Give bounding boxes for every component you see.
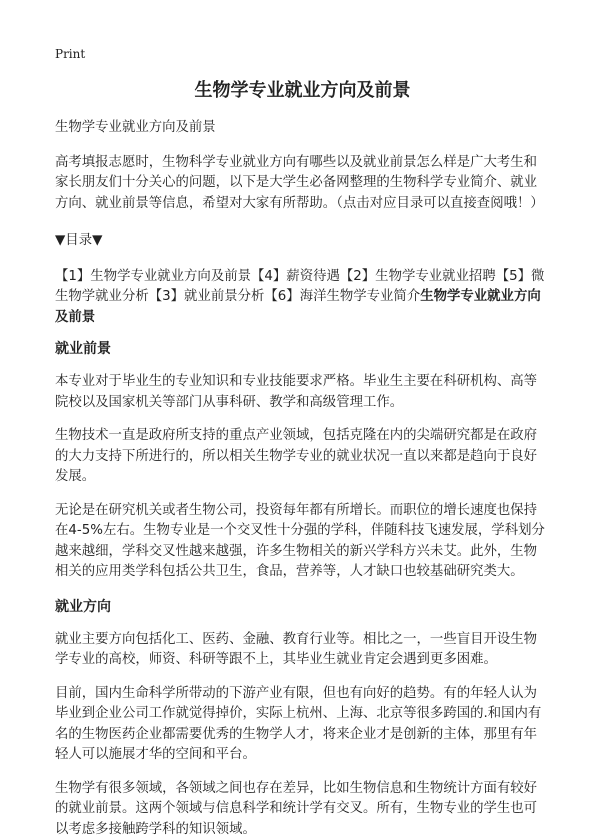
directions-paragraph-3: 生物学有很多领域，各领域之间也存在差异，比如生物信息和生物统计方面有较好的就业前景。这两个领域与信息科学和统计学有交叉。所有，生物专业的学生也可以考虑多接触跨学科的知识领域。 — [55, 779, 550, 840]
article — [55, 76, 550, 840]
section-heading-directions: 就业方向 — [55, 597, 550, 617]
toc-section-title: 生物学专业就业方向及前景 — [55, 289, 541, 325]
toc-item-1[interactable]: 【1】生物学专业就业方向及前景 — [55, 269, 251, 284]
print-link[interactable]: Print — [55, 47, 85, 61]
prospects-paragraph-2: 生物技术一直是政府所支持的重点产业领域，包括克隆在内的尖端研究都是在政府的大力支持下所进行的，所以相关生物学专业的就业状况一直以来都是趋向于良好发展。 — [55, 426, 550, 488]
section-heading-prospects: 就业前景 — [55, 339, 550, 359]
directions-paragraph-2: 目前，国内生命科学所带动的下游产业有限，但也有向好的趋势。有的年轻人认为毕业到企业公司工作就觉得掉价，实际上杭州、上海、北京等很多跨国的.和国内有名的生物医药企业都需要优秀的生物学人才，将来企业才是创新的主体，那里有年轻人可以施展才华的空间和平台。 — [55, 684, 550, 766]
toc-item-3[interactable]: 【3】就业前景分析 — [149, 289, 265, 304]
article-subtitle: 生物学专业就业方向及前景 — [55, 118, 550, 139]
toc-item-4[interactable]: 【4】薪资待遇 — [251, 269, 340, 284]
toc-item-6[interactable]: 【6】海洋生物学专业简介 — [264, 289, 420, 304]
prospects-paragraph-1: 本专业对于毕业生的专业知识和专业技能要求严格。毕业生主要在科研机构、高等院校以及国家机关等部门从事科研、教学和高级管理工作。 — [55, 372, 550, 413]
table-of-contents — [55, 267, 550, 329]
intro-paragraph: 高考填报志愿时，生物科学专业就业方向有哪些以及就业前景怎么样是广大考生和家长朋友们十分关心的问题，以下是大学生必备网整理的生物科学专业简介、就业方向、就业前景等信息，希望对大家有所帮助。（点击对应目录可以直接查阅哦！） — [55, 153, 550, 215]
directions-paragraph-1: 就业主要方向包括化工、医药、金融、教育行业等。相比之一，一些盲目开设生物学专业的高校，师资、科研等跟不上，其毕业生就业肯定会遇到更多困难。 — [55, 630, 550, 671]
prospects-paragraph-3: 无论是在研究机关或者生物公司，投资每年都有所增长。而职位的增长速度也保持在4-5%左右。生物专业是一个交叉性十分强的学科，伴随科技飞速发展，学科划分越来越细，学科交叉性越来越强，许多生物相关的新兴学科方兴未艾。此外，生物相关的应用类学科包括公共卫生，食品，营养等，人才缺口也较基础研究类大。 — [55, 501, 550, 583]
page-title: 生物学专业就业方向及前景 — [55, 76, 550, 106]
toc-item-5[interactable]: 【5】微生物学就业分析 — [55, 269, 544, 305]
toc-heading: ▼目录▼ — [55, 231, 550, 252]
toc-item-2[interactable]: 【2】生物学专业就业招聘 — [340, 269, 496, 284]
